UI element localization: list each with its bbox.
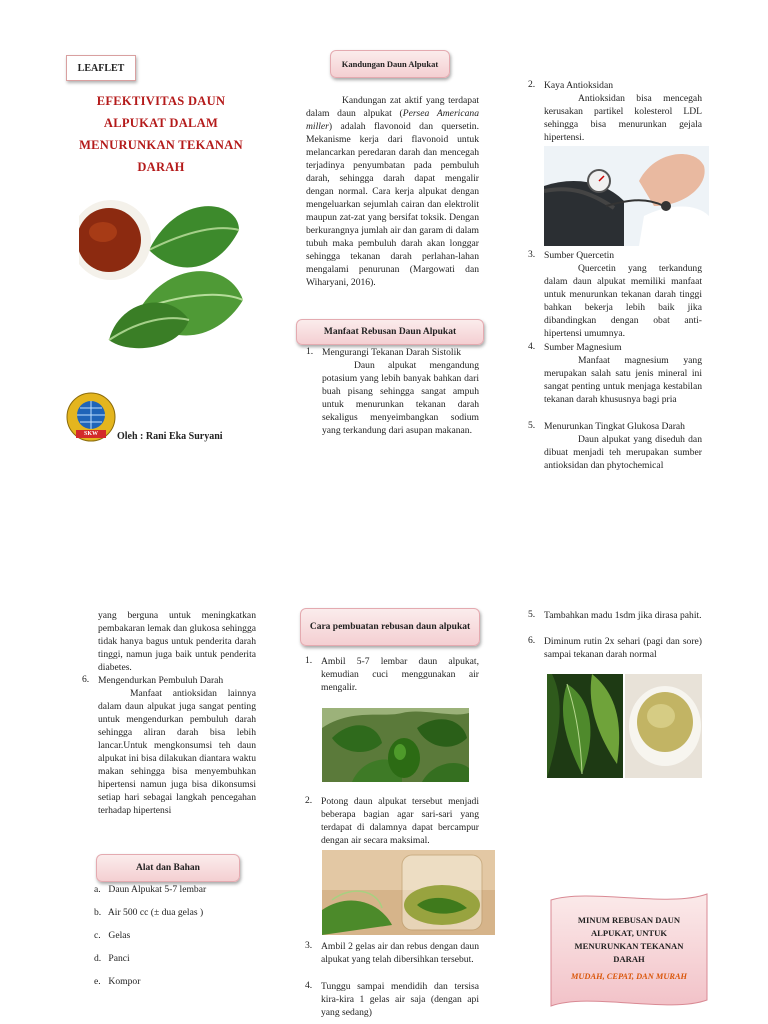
- benefit6-title: Mengendurkan Pembuluh Darah: [98, 675, 224, 686]
- benefit3-number: 3.: [528, 249, 536, 260]
- step4-number: 4.: [305, 980, 313, 991]
- alat-item-text: Gelas: [108, 930, 131, 941]
- header-kandungan: [330, 50, 450, 78]
- alat-item-text: Air 500 cc (± dua gelas ): [107, 907, 204, 918]
- closing-banner: [549, 890, 709, 1010]
- step6-number: 6.: [528, 635, 536, 646]
- benefit5-title: Menurunkan Tingkat Glukosa Darah: [544, 421, 685, 432]
- leaflet-label-box: [66, 55, 136, 81]
- kandungan-text-1: Kandungan zat aktif yang terdapat dalam daun alpukat (: [306, 95, 479, 119]
- header-cara-label: Cara pembuatan rebusan daun alpukat: [309, 622, 471, 632]
- tea-cup-image: [625, 674, 702, 778]
- title-line-4: DARAH: [137, 160, 185, 174]
- benefit3-body: Quercetin yang terkandung dalam daun alpukat memiliki manfaat untuk menurunkan tekanan darah tinggi bahkan bekerja lebih baik jika dibandingkan dengan obat anti-hipertensi umumnya.: [544, 263, 702, 339]
- benefit5-body: Daun alpukat yang diseduh dan dibuat menjadi teh merupakan sumber antioksidan dan phytochemical: [544, 434, 702, 471]
- header-cara: [300, 608, 480, 646]
- benefit2-title: Kaya Antioksidan: [544, 80, 614, 91]
- alat-item: [94, 976, 140, 987]
- header-alat-label: Alat dan Bahan: [136, 863, 200, 873]
- step1-text: Ambil 5-7 lembar daun alpukat, kemudian cuci menggunakan air mengalir.: [321, 656, 479, 693]
- main-title: [66, 90, 256, 178]
- alat-item-letter: e.: [94, 976, 101, 987]
- benefit4-title: Sumber Magnesium: [544, 342, 622, 353]
- kandungan-italic: Persea Americana miller: [306, 108, 479, 132]
- avocado-tea-image: [79, 190, 243, 350]
- title-line-3: MENURUNKAN TEKANAN: [79, 138, 243, 152]
- kandungan-paragraph: [306, 94, 479, 289]
- step3-text: Ambil 2 gelas air dan rebus dengan daun alpukat yang telah dibersihkan tersebut.: [321, 941, 479, 965]
- blood-pressure-image: [544, 146, 709, 246]
- step2-text: Potong daun alpukat tersebut menjadi beberapa bagian agar sari-sari yang terdapat di dalamnya dapat bercampur dengan air secara maksimal.: [321, 796, 479, 846]
- leaves-image: [547, 674, 623, 778]
- header-manfaat: [296, 319, 484, 345]
- alat-item-text: Daun Alpukat 5-7 lembar: [108, 884, 207, 895]
- avocado-tree-image: [322, 708, 469, 782]
- leaflet-label: LEAFLET: [77, 62, 125, 74]
- benefit6-body: Manfaat antioksidan lainnya dalam daun alpukat juga sangat penting untuk mengendurkan pembuluh darah sehingga aliran darah bisa lebih lancar.Untuk mengkonsumsi teh daun alpukat ini bisa dilakukan diantara waktu makan sehingga bisa menyembuhkan hipertensi namun juga bisa dikonsumsi setiap hari sebagai langkah pencegahan terhadap hipertensi: [98, 688, 256, 816]
- author: Oleh : Rani Eka Suryani: [117, 431, 223, 442]
- title-line-1: EFEKTIVITAS DAUN: [96, 94, 226, 108]
- manfaat1-title: Mengurangi Tekanan Darah Sistolik: [322, 347, 462, 358]
- benefit5-number: 5.: [528, 420, 536, 431]
- alat-item-letter: c.: [94, 930, 101, 941]
- alat-item-letter: b.: [94, 907, 102, 918]
- benefit6-number: 6.: [82, 674, 90, 685]
- alat-item-letter: d.: [94, 953, 102, 964]
- header-alat: [96, 854, 240, 882]
- step1-number: 1.: [305, 655, 313, 666]
- step5-number: 5.: [528, 609, 536, 620]
- alat-item: [94, 884, 206, 895]
- step5-text: Tambahkan madu 1sdm jika dirasa pahit.: [544, 610, 702, 621]
- title-line-2: ALPUKAT DALAM: [103, 116, 219, 130]
- banner-subtext: MUDAH, CEPAT, DAN MURAH: [570, 972, 688, 981]
- step2-number: 2.: [305, 795, 313, 806]
- header-kandungan-label: Kandungan Daun Alpukat: [341, 59, 439, 69]
- kandungan-text-2: ) adalah flavonoid dan quersetin. Mekanisme kerja dari flavonoid untuk melancarkan peredaran darah dan mencegah terjadinya penyumbatan pada pembuluh darah, sehingga darah dapat mengalir dengan normal. Cara kerja alpukat dengan mengeluarkan sejumlah cairan dan elektrolit maupun zat-zat yang bersifat toksik. Dengan berkurangnya jumlah air dan garam di dalam tubuh maka pembuluh darah akan longgar sehingga tekanan darah perlahan-lahan mengalami penurunan (Margowati dan Wiharyani, 2016).: [306, 121, 479, 288]
- manfaat1-body: Daun alpukat mengandung potasium yang lebih banyak bahkan dari buah pisang sehingga sangat ampuh untuk menurunkan tekanan darah sekaligus menyeimbangkan sodium yang terkandung dari asupan makanan.: [322, 360, 479, 436]
- benefit4-body: Manfaat magnesium yang merupakan salah satu jenis mineral ini sangat penting untuk menjaga kestabilan tekanan darah khususnya bagi pria: [544, 355, 702, 405]
- manfaat1-number: 1.: [306, 346, 314, 357]
- benefit2-body: Antioksidan bisa mencegah kerusakan partikel kolesterol LDL sehingga bisa menurunkan gejala hipertensi.: [544, 93, 702, 143]
- step3-number: 3.: [305, 940, 313, 951]
- benefit2-number: 2.: [528, 79, 536, 90]
- logo-text: SKW: [83, 431, 98, 437]
- alat-item-text: Kompor: [108, 976, 141, 987]
- alat-item-text: Panci: [108, 953, 130, 964]
- banner-text: MINUM REBUSAN DAUN ALPUKAT, UNTUK MENURUNKAN TEKANAN DARAH: [574, 915, 684, 964]
- step4-text: Tunggu sampai mendidih dan tersisa kira-kira 1 gelas air saja (dengan api yang sedang): [321, 981, 479, 1018]
- benefit5-continued: yang berguna untuk meningkatkan pembakaran lemak dan glukosa sehingga tidak hanya bagus untuk penderita darah tinggi, namun juga baik untuk penderita diabetes.: [98, 610, 256, 673]
- alat-item-letter: a.: [94, 884, 101, 895]
- header-manfaat-label: Manfaat Rebusan Daun Alpukat: [323, 327, 457, 337]
- benefit3-title: Sumber Quercetin: [544, 250, 615, 261]
- alat-item: [94, 953, 130, 964]
- alat-item: [94, 907, 203, 918]
- step6-text: Diminum rutin 2x sehari (pagi dan sore) sampai tekanan darah normal: [544, 636, 702, 660]
- leaf-in-glass-image: [322, 850, 495, 935]
- benefit4-number: 4.: [528, 341, 536, 352]
- school-logo: [66, 392, 116, 442]
- alat-item: [94, 930, 130, 941]
